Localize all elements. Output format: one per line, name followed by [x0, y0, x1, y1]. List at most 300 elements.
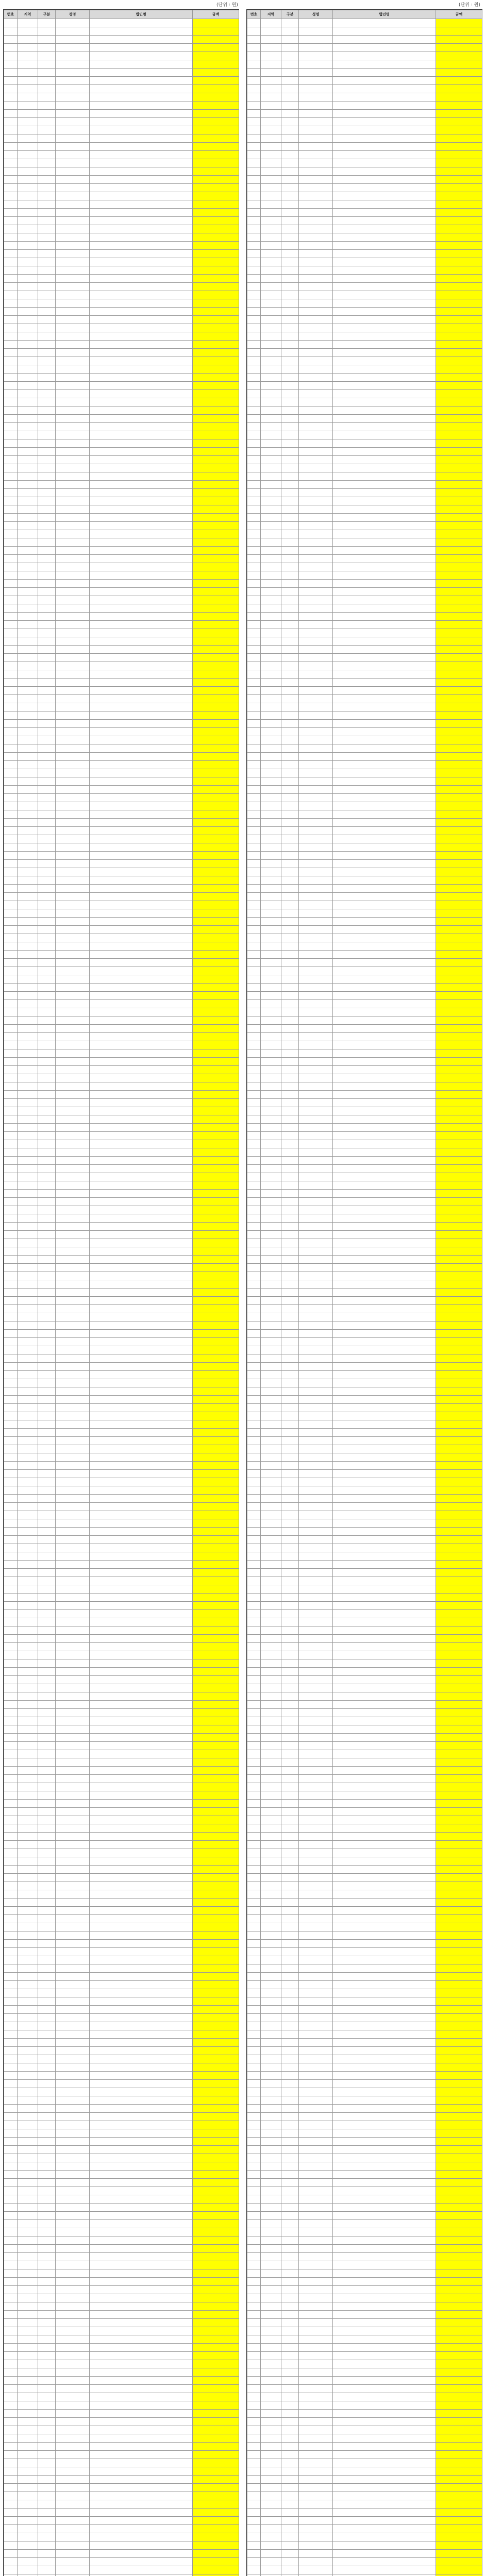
- cell-name: [56, 2088, 90, 2096]
- cell-name: [56, 357, 90, 365]
- cell-no: [4, 2204, 18, 2212]
- cell-amount: [436, 761, 482, 769]
- cell-name: [56, 110, 90, 118]
- cell-no: [247, 423, 261, 431]
- cell-amount: [193, 266, 239, 275]
- cell-corp: [333, 1264, 436, 1272]
- cell-corp: [333, 1140, 436, 1148]
- cell-no: [247, 143, 261, 151]
- cell-amount: [436, 1486, 482, 1495]
- cell-region: [18, 27, 38, 36]
- cell-name: [56, 2204, 90, 2212]
- cell-name: [56, 2311, 90, 2319]
- table-row: [247, 365, 482, 374]
- table-row: [4, 1346, 239, 1354]
- cell-corp: [90, 2080, 193, 2088]
- table-row: [247, 308, 482, 316]
- cell-type: [281, 1470, 299, 1478]
- cell-name: [299, 769, 333, 777]
- table-row: [247, 860, 482, 868]
- cell-region: [18, 489, 38, 497]
- cell-type: [38, 118, 56, 126]
- cell-type: [38, 266, 56, 275]
- cell-no: [247, 1008, 261, 1016]
- cell-region: [18, 1800, 38, 1808]
- cell-region: [18, 1000, 38, 1008]
- cell-type: [38, 596, 56, 604]
- cell-type: [281, 1223, 299, 1231]
- cell-no: [4, 1956, 18, 1964]
- cell-amount: [193, 2418, 239, 2426]
- cell-region: [261, 357, 281, 365]
- cell-corp: [90, 2294, 193, 2302]
- cell-amount: [436, 596, 482, 604]
- cell-corp: [90, 1437, 193, 1445]
- cell-corp: [333, 60, 436, 69]
- cell-type: [281, 448, 299, 456]
- cell-region: [261, 1857, 281, 1866]
- cell-region: [18, 810, 38, 819]
- cell-corp: [333, 192, 436, 200]
- cell-corp: [90, 2228, 193, 2236]
- cell-region: [261, 555, 281, 563]
- cell-corp: [90, 514, 193, 522]
- cell-corp: [333, 1948, 436, 1956]
- cell-corp: [90, 2278, 193, 2286]
- cell-region: [18, 1676, 38, 1684]
- cell-no: [4, 1486, 18, 1495]
- cell-amount: [436, 1074, 482, 1082]
- cell-corp: [333, 1091, 436, 1099]
- table-header-row: [247, 10, 482, 19]
- cell-type: [281, 283, 299, 291]
- cell-region: [18, 2566, 38, 2574]
- cell-region: [18, 1940, 38, 1948]
- cell-amount: [193, 629, 239, 637]
- cell-corp: [90, 2179, 193, 2187]
- cell-no: [247, 489, 261, 497]
- cell-amount: [193, 1313, 239, 1321]
- cell-amount: [193, 2187, 239, 2195]
- cell-corp: [90, 918, 193, 926]
- cell-region: [18, 2410, 38, 2418]
- cell-region: [261, 918, 281, 926]
- cell-type: [281, 52, 299, 60]
- cell-corp: [90, 1486, 193, 1495]
- cell-no: [247, 835, 261, 843]
- cell-no: [247, 1264, 261, 1272]
- cell-amount: [436, 1412, 482, 1420]
- cell-type: [38, 60, 56, 69]
- cell-corp: [90, 1610, 193, 1618]
- table-row: [4, 967, 239, 975]
- cell-corp: [90, 1198, 193, 1206]
- cell-corp: [333, 390, 436, 398]
- cell-name: [56, 2138, 90, 2146]
- cell-no: [4, 2269, 18, 2278]
- table-row: [247, 1313, 482, 1321]
- cell-name: [299, 44, 333, 52]
- cell-type: [281, 93, 299, 101]
- table-row: [4, 1495, 239, 1503]
- cell-no: [4, 1033, 18, 1041]
- cell-corp: [90, 1396, 193, 1404]
- cell-corp: [90, 2418, 193, 2426]
- table-row: [247, 431, 482, 439]
- table-row: [4, 819, 239, 827]
- cell-region: [261, 1256, 281, 1264]
- cell-no: [4, 1750, 18, 1758]
- cell-no: [247, 382, 261, 390]
- cell-type: [281, 876, 299, 885]
- table-row: [247, 1000, 482, 1008]
- table-row: [4, 1321, 239, 1330]
- cell-name: [299, 134, 333, 143]
- cell-region: [18, 2269, 38, 2278]
- cell-name: [299, 60, 333, 69]
- cell-amount: [436, 52, 482, 60]
- cell-amount: [436, 1256, 482, 1264]
- table-row: [247, 448, 482, 456]
- cell-no: [247, 151, 261, 159]
- table-row: [247, 1354, 482, 1363]
- cell-no: [4, 489, 18, 497]
- cell-corp: [333, 1107, 436, 1115]
- cell-region: [261, 1692, 281, 1701]
- cell-amount: [193, 2319, 239, 2327]
- table-row: [4, 1256, 239, 1264]
- cell-type: [281, 992, 299, 1000]
- cell-corp: [90, 1717, 193, 1725]
- cell-region: [18, 2352, 38, 2360]
- col-header-region: 지역: [18, 10, 38, 19]
- table-row: [247, 1165, 482, 1173]
- cell-no: [247, 1717, 261, 1725]
- cell-type: [281, 753, 299, 761]
- cell-amount: [436, 547, 482, 555]
- cell-name: [56, 2096, 90, 2105]
- cell-region: [18, 1074, 38, 1082]
- cell-type: [38, 2500, 56, 2509]
- cell-corp: [90, 1585, 193, 1594]
- cell-no: [4, 1041, 18, 1049]
- cell-amount: [193, 2311, 239, 2319]
- table-row: [247, 967, 482, 975]
- cell-name: [299, 1973, 333, 1981]
- cell-amount: [193, 1610, 239, 1618]
- cell-region: [261, 27, 281, 36]
- cell-no: [4, 893, 18, 901]
- cell-amount: [436, 1049, 482, 1058]
- cell-name: [299, 1404, 333, 1412]
- table-row: [247, 613, 482, 621]
- cell-no: [4, 1758, 18, 1767]
- cell-name: [56, 481, 90, 489]
- cell-no: [247, 1750, 261, 1758]
- cell-type: [38, 2228, 56, 2236]
- cell-type: [38, 2368, 56, 2377]
- cell-corp: [333, 250, 436, 258]
- cell-type: [281, 1198, 299, 1206]
- cell-type: [281, 1016, 299, 1025]
- table-row: [4, 1140, 239, 1148]
- cell-no: [4, 538, 18, 547]
- cell-no: [4, 1659, 18, 1668]
- table-row: [4, 1915, 239, 1923]
- cell-name: [56, 2220, 90, 2228]
- cell-corp: [333, 1321, 436, 1330]
- table-row: [247, 1618, 482, 1626]
- cell-region: [261, 802, 281, 810]
- cell-corp: [90, 1783, 193, 1791]
- cell-no: [247, 1758, 261, 1767]
- cell-name: [56, 1091, 90, 1099]
- table-row: [4, 1824, 239, 1833]
- cell-amount: [436, 1536, 482, 1544]
- cell-amount: [436, 291, 482, 299]
- cell-corp: [333, 761, 436, 769]
- table-row: [247, 662, 482, 670]
- cell-region: [18, 1280, 38, 1289]
- cell-name: [56, 1503, 90, 1511]
- cell-type: [281, 860, 299, 868]
- cell-type: [38, 2327, 56, 2335]
- cell-region: [261, 19, 281, 27]
- table-row: [4, 2426, 239, 2434]
- table-row: [247, 1528, 482, 1536]
- cell-no: [4, 1618, 18, 1626]
- cell-type: [281, 1280, 299, 1289]
- cell-corp: [90, 2121, 193, 2129]
- table-row: [247, 1338, 482, 1346]
- cell-amount: [193, 2022, 239, 2030]
- cell-region: [261, 1758, 281, 1767]
- cell-corp: [333, 1668, 436, 1676]
- table-row: [4, 2063, 239, 2072]
- cell-region: [261, 1313, 281, 1321]
- table-row: [4, 2195, 239, 2204]
- cell-type: [38, 176, 56, 184]
- cell-corp: [333, 1808, 436, 1816]
- cell-region: [261, 1594, 281, 1602]
- cell-corp: [333, 126, 436, 134]
- cell-corp: [90, 1775, 193, 1783]
- cell-corp: [90, 1181, 193, 1190]
- cell-region: [18, 2129, 38, 2138]
- cell-no: [4, 1800, 18, 1808]
- cell-region: [18, 1989, 38, 1997]
- cell-amount: [436, 1404, 482, 1412]
- cell-no: [4, 1882, 18, 1890]
- cell-amount: [193, 1750, 239, 1758]
- cell-no: [247, 580, 261, 588]
- cell-name: [299, 1330, 333, 1338]
- cell-name: [299, 374, 333, 382]
- cell-corp: [90, 159, 193, 167]
- cell-region: [18, 464, 38, 472]
- table-row: [4, 571, 239, 580]
- cell-no: [4, 992, 18, 1000]
- cell-name: [56, 679, 90, 687]
- cell-name: [56, 538, 90, 547]
- cell-name: [299, 563, 333, 571]
- cell-no: [4, 1841, 18, 1849]
- cell-type: [281, 143, 299, 151]
- cell-corp: [90, 291, 193, 299]
- table-row: [4, 2492, 239, 2500]
- cell-amount: [436, 1099, 482, 1107]
- cell-region: [261, 159, 281, 167]
- cell-no: [247, 398, 261, 406]
- cell-name: [299, 1486, 333, 1495]
- table-row: [247, 1552, 482, 1561]
- cell-corp: [90, 2113, 193, 2121]
- cell-no: [4, 547, 18, 555]
- cell-type: [281, 308, 299, 316]
- cell-no: [4, 1420, 18, 1429]
- cell-no: [247, 60, 261, 69]
- cell-name: [299, 1470, 333, 1478]
- cell-name: [299, 390, 333, 398]
- cell-region: [261, 1462, 281, 1470]
- cell-name: [299, 720, 333, 728]
- cell-type: [281, 44, 299, 52]
- cell-region: [261, 868, 281, 876]
- table-row: [4, 2039, 239, 2047]
- cell-amount: [193, 1775, 239, 1783]
- cell-amount: [193, 1165, 239, 1173]
- table-row: [4, 19, 239, 27]
- cell-name: [56, 1899, 90, 1907]
- cell-corp: [90, 176, 193, 184]
- cell-name: [56, 1610, 90, 1618]
- cell-no: [247, 390, 261, 398]
- cell-amount: [193, 1346, 239, 1354]
- cell-amount: [193, 571, 239, 580]
- cell-amount: [436, 431, 482, 439]
- table-row: [4, 2344, 239, 2352]
- cell-amount: [193, 134, 239, 143]
- cell-name: [56, 2500, 90, 2509]
- cell-type: [38, 1280, 56, 1289]
- table-row: [4, 2533, 239, 2541]
- cell-name: [299, 299, 333, 308]
- cell-name: [56, 291, 90, 299]
- cell-region: [261, 621, 281, 629]
- cell-type: [38, 2080, 56, 2088]
- cell-name: [56, 2377, 90, 2385]
- cell-region: [18, 934, 38, 942]
- cell-region: [261, 703, 281, 711]
- cell-region: [261, 176, 281, 184]
- cell-amount: [436, 1058, 482, 1066]
- cell-name: [56, 1964, 90, 1973]
- cell-region: [18, 36, 38, 44]
- cell-type: [38, 1775, 56, 1783]
- table-row: [4, 1544, 239, 1552]
- table-row: [247, 77, 482, 85]
- cell-no: [247, 761, 261, 769]
- cell-corp: [90, 52, 193, 60]
- cell-name: [56, 621, 90, 629]
- cell-name: [56, 1198, 90, 1206]
- cell-name: [299, 1964, 333, 1973]
- cell-amount: [193, 143, 239, 151]
- cell-no: [247, 893, 261, 901]
- cell-no: [247, 291, 261, 299]
- cell-type: [38, 1008, 56, 1016]
- table-row: [247, 481, 482, 489]
- cell-name: [299, 1033, 333, 1041]
- cell-no: [247, 1190, 261, 1198]
- cell-region: [261, 1643, 281, 1651]
- cell-corp: [90, 1280, 193, 1289]
- cell-region: [18, 588, 38, 596]
- cell-region: [261, 1008, 281, 1016]
- cell-name: [56, 967, 90, 975]
- cell-amount: [193, 439, 239, 448]
- cell-amount: [193, 563, 239, 571]
- cell-name: [56, 794, 90, 802]
- cell-region: [261, 662, 281, 670]
- cell-name: [56, 1948, 90, 1956]
- cell-no: [4, 637, 18, 646]
- cell-amount: [193, 2335, 239, 2344]
- cell-corp: [333, 604, 436, 613]
- cell-type: [281, 1486, 299, 1495]
- cell-amount: [436, 1890, 482, 1899]
- cell-name: [56, 1412, 90, 1420]
- cell-name: [56, 942, 90, 951]
- cell-region: [18, 2574, 38, 2576]
- cell-corp: [90, 2410, 193, 2418]
- cell-type: [38, 1289, 56, 1297]
- cell-corp: [333, 1165, 436, 1173]
- cell-corp: [333, 332, 436, 341]
- cell-type: [38, 827, 56, 835]
- cell-amount: [193, 1676, 239, 1684]
- table-row: [247, 736, 482, 744]
- cell-name: [299, 1561, 333, 1569]
- cell-region: [18, 233, 38, 242]
- cell-amount: [193, 1956, 239, 1964]
- cell-no: [4, 2220, 18, 2228]
- table-row: [247, 1280, 482, 1289]
- cell-corp: [333, 893, 436, 901]
- table-row: [247, 1602, 482, 1610]
- table-row: [4, 143, 239, 151]
- cell-name: [56, 365, 90, 374]
- cell-region: [18, 431, 38, 439]
- cell-no: [4, 1857, 18, 1866]
- cell-corp: [90, 1569, 193, 1577]
- cell-name: [299, 662, 333, 670]
- cell-no: [247, 1313, 261, 1321]
- cell-region: [18, 209, 38, 217]
- cell-amount: [193, 19, 239, 27]
- cell-region: [18, 984, 38, 992]
- cell-amount: [436, 1214, 482, 1223]
- cell-amount: [436, 1264, 482, 1272]
- cell-amount: [436, 1561, 482, 1569]
- cell-no: [247, 217, 261, 225]
- cell-amount: [193, 1082, 239, 1091]
- cell-name: [56, 1338, 90, 1346]
- cell-amount: [193, 2146, 239, 2154]
- table-row: [4, 2072, 239, 2080]
- cell-amount: [193, 1725, 239, 1734]
- cell-name: [56, 431, 90, 439]
